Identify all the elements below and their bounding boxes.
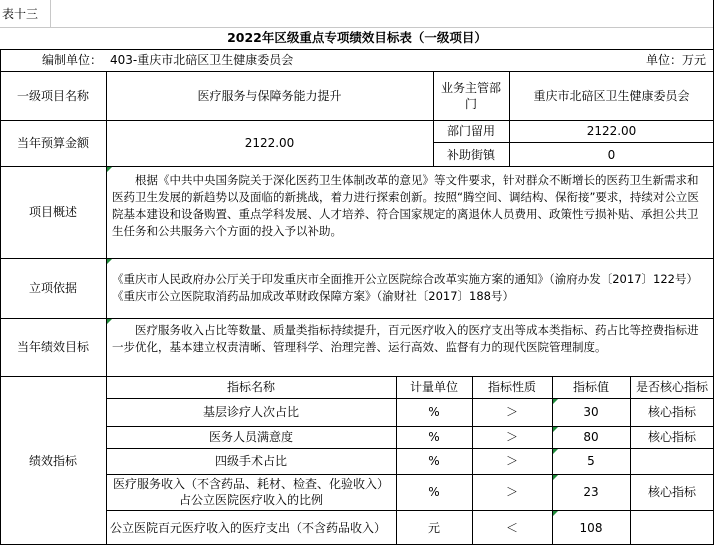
grid-line <box>472 376 473 545</box>
indicator-row-4-core: 核心指标 <box>647 485 696 499</box>
indicator-row-2-nature: ＞ <box>505 430 518 444</box>
grid-line <box>509 71 510 166</box>
cell-marker-icon <box>107 167 112 172</box>
grid-line <box>106 398 714 399</box>
grid-line <box>0 27 714 28</box>
indicator-row-4-name: 医疗服务收入（不含药品、耗材、检查、化验收入）占公立医院医疗收入的比例 <box>112 477 389 507</box>
budget-label: 当年预算金额 <box>16 136 89 150</box>
indicator-row-4-nature: ＞ <box>505 485 518 499</box>
indicator-row-5-value: 108 <box>579 520 603 535</box>
grid-line <box>0 120 714 121</box>
grid-line <box>0 49 1 545</box>
project-name-value: 医疗服务与保障务能力提升 <box>197 89 342 103</box>
indicator-row-1-core: 核心指标 <box>647 405 696 419</box>
indicator-row-2-value: 80 <box>583 430 599 444</box>
cell-marker-icon <box>107 319 112 324</box>
grid-line <box>106 474 714 475</box>
indicator-row-3-name: 四级手术占比 <box>214 454 287 468</box>
indicator-row-5-unit: 元 <box>427 520 440 535</box>
header-core: 是否核心指标 <box>635 380 708 394</box>
grid-line <box>433 142 714 143</box>
goal-text: 医疗服务收入占比等数量、质量类指标持续提升，百元医疗收入的医疗支出等成本类指标、药占比等控费指标进一步优化，基本建立权责清晰、管理科学、治理完善、运行高效、监督有力的现代医院管理制度。 <box>112 323 699 354</box>
indicator-row-3-unit: % <box>428 454 440 468</box>
indicator-row-4-unit: % <box>428 485 440 499</box>
retain-value: 2122.00 <box>586 124 637 138</box>
cell-marker-icon <box>553 475 558 480</box>
overview-text: 根据《中共中央国务院关于深化医药卫生体制改革的意见》等文件要求，针对群众不断增长的医药卫生新需求和医药卫生发展的新趋势以及面临的新挑战，着力进行探索创新。按照“腾空间、调结构、保衔接”要求，持续对公立医院基本建设和设备购置、重点学科发展、人才培养、符合国家规定的离退休人员费用、政策性亏损补贴、承担公共卫生任务和公共服务六个方面的投入予以补助。 <box>112 173 699 238</box>
page-title: 2022年区级重点专项绩效目标表（一级项目） <box>227 30 487 45</box>
header-nature: 指标性质 <box>487 380 536 394</box>
indicator-row-5-nature: ＜ <box>505 520 518 535</box>
indicator-row-1-value: 30 <box>583 405 599 419</box>
indicator-row-5-core <box>630 510 714 545</box>
retain-label: 部门留用 <box>446 124 495 138</box>
project-name-label: 一级项目名称 <box>16 89 89 103</box>
header-value: 指标值 <box>572 380 609 394</box>
basis-text: 《重庆市人民政府办公厅关于印发重庆市全面推开公立医院综合改革实施方案的通知》（渝府办发〔2017〕122号）《重庆市公立医院取消药品加成改革财政保障方案》（渝财社〔2017〕188号） <box>112 272 698 303</box>
grid-line <box>0 71 714 72</box>
cell-marker-icon <box>553 449 558 454</box>
grid-line <box>0 376 714 377</box>
indicator-row-1-nature: ＞ <box>505 405 518 419</box>
indicator-row-4-value: 23 <box>583 485 599 499</box>
header-indicator-name: 指标名称 <box>226 380 275 394</box>
grid-line <box>106 510 714 511</box>
indicator-row-3-value: 5 <box>587 454 595 468</box>
grid-line <box>630 376 631 545</box>
indicator-row-2-core: 核心指标 <box>647 430 696 444</box>
unit-value: 403-重庆市北碚区卫生健康委员会 <box>110 53 294 67</box>
indicator-row-5-name: 公立医院百元医疗收入的医疗支出（不含药品收入） <box>110 520 387 535</box>
grid-line <box>0 49 714 50</box>
grid-line <box>106 426 714 427</box>
subsidy-label: 补助街镇 <box>446 147 495 162</box>
currency-label: 单位：万元 <box>645 53 706 67</box>
budget-value: 2122.00 <box>244 136 295 150</box>
indicator-row-2-unit: % <box>428 430 440 444</box>
dept-value: 重庆市北碚区卫生健康委员会 <box>533 89 690 103</box>
grid-line <box>106 448 714 449</box>
basis-label: 立项依据 <box>28 281 77 295</box>
cell-marker-icon <box>107 259 112 264</box>
grid-line <box>433 71 434 166</box>
cell-marker-icon <box>553 511 558 516</box>
grid-line <box>396 376 397 545</box>
sheet-tag: 表十三 <box>2 7 39 21</box>
indicator-row-2-name: 医务人员满意度 <box>208 430 293 444</box>
dept-label: 业务主管部门 <box>440 81 501 111</box>
grid-line <box>50 0 51 28</box>
indicator-row-1-name: 基层诊疗人次占比 <box>202 405 299 419</box>
grid-line <box>106 71 107 545</box>
cell-marker-icon <box>553 399 558 404</box>
indicator-row-3-nature: ＞ <box>505 454 518 468</box>
overview-label: 项目概述 <box>28 205 77 219</box>
cell-marker-icon <box>553 427 558 432</box>
indicator-row-1-unit: % <box>428 405 440 419</box>
subsidy-value: 0 <box>607 147 616 162</box>
indicator-label: 绩效指标 <box>28 453 77 468</box>
header-unit: 计量单位 <box>409 380 458 394</box>
indicator-row-3-core <box>630 448 714 474</box>
unit-label: 编制单位： <box>41 53 102 67</box>
goal-label: 当年绩效目标 <box>16 340 89 354</box>
